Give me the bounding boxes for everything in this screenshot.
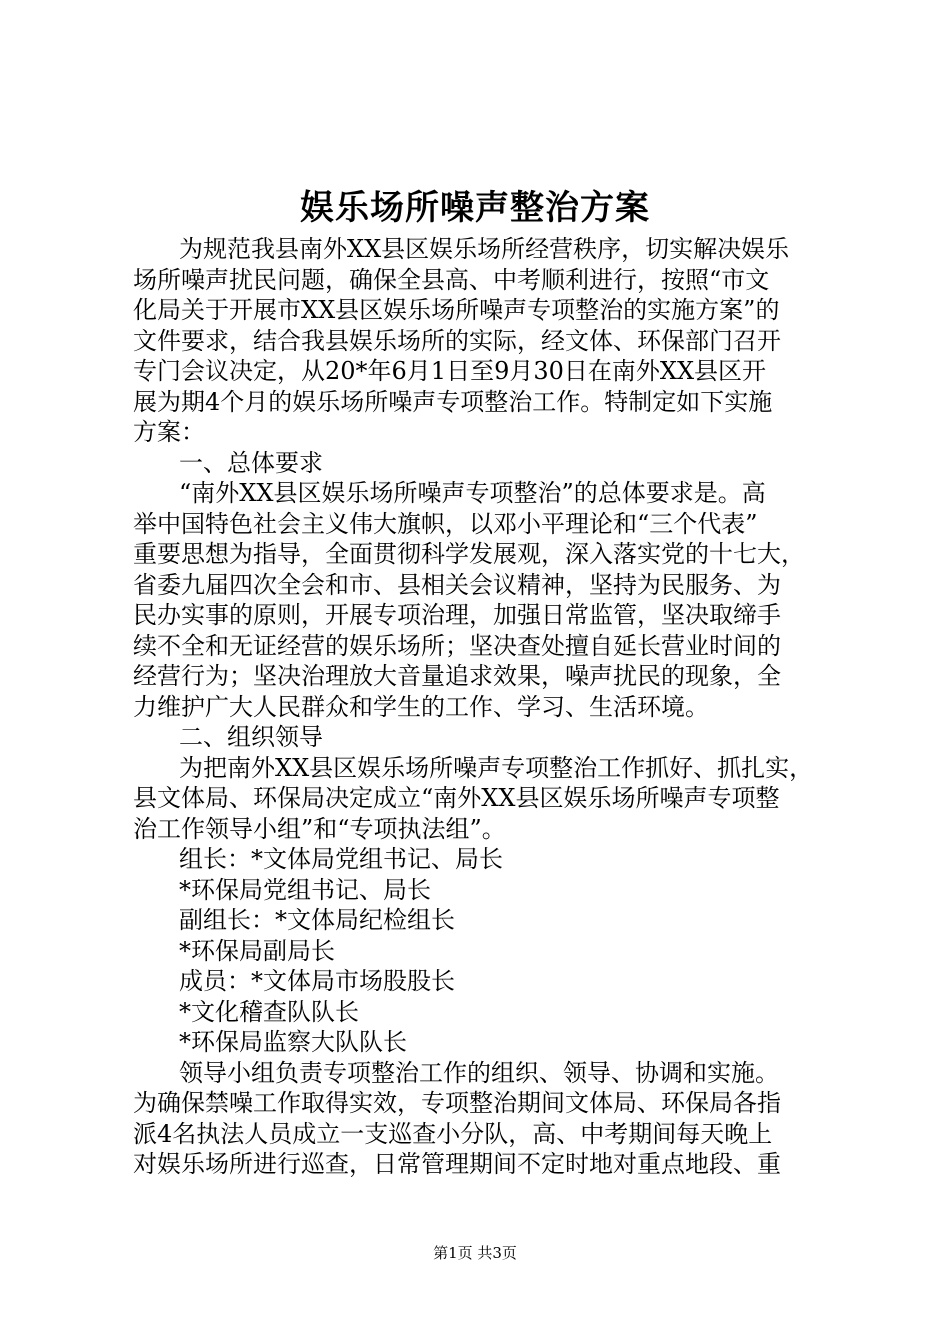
body-line: 展为期4个月的娱乐场所噪声专项整治工作。特制定如下实施 [133, 387, 773, 416]
body-line: 领导小组负责专项整治工作的组织、领导、协调和实施。 [179, 1058, 779, 1087]
body-line: 场所噪声扰民问题，确保全县高、中考顺利进行，按照“市文 [133, 265, 770, 294]
body-line: 派4名执法人员成立一支巡查小分队，高、中考期间每天晚上 [133, 1119, 773, 1148]
body-line: 专门会议决定，从20*年6月1日至9月30日在南外XX县区开 [133, 357, 767, 385]
body-line: “南外XX县区娱乐场所噪声专项整治”的总体要求是。高 [179, 479, 766, 507]
body-line: 为把南外XX县区娱乐场所噪声专项整治工作抓好、抓扎实， [179, 753, 814, 782]
body-line: 县文体局、环保局决定成立“南外XX县区娱乐场所噪声专项整 [133, 784, 780, 812]
body-line: 化局关于开展市XX县区娱乐场所噪声专项整治的实施方案”的 [133, 296, 780, 324]
body-line: 组长：*文体局党组书记、局长 [179, 845, 503, 873]
body-line: 对娱乐场所进行巡查，日常管理期间不定时地对重点地段、重 [133, 1150, 781, 1178]
body-line: 副组长：*文体局纪检组长 [179, 906, 455, 934]
body-line: 方案： [133, 418, 205, 446]
body-line: *环保局副局长 [179, 936, 335, 965]
body-line: 力维护广大人民群众和学生的工作、学习、生活环境。 [133, 692, 709, 721]
body-line: *环保局监察大队队长 [179, 1028, 407, 1056]
page-footer: 第1页 共3页 [433, 1244, 517, 1262]
body-line: 举中国特色社会主义伟大旗帜，以邓小平理论和“三个代表” [133, 509, 758, 538]
body-line: 成员：*文体局市场股股长 [179, 967, 455, 995]
body-line: 一、总体要求 [179, 448, 323, 477]
body-line: 经营行为；坚决治理放大音量追求效果，噪声扰民的现象，全 [133, 662, 781, 690]
body-line: 续不全和无证经营的娱乐场所；坚决查处擅自延长营业时间的 [133, 631, 781, 660]
body-line: *环保局党组书记、局长 [179, 875, 431, 904]
document-title: 娱乐场所噪声整治方案 [300, 188, 650, 228]
body-line: 为规范我县南外XX县区娱乐场所经营秩序，切实解决娱乐 [179, 235, 790, 263]
body-line: 治工作领导小组”和“专项执法组”。 [133, 814, 506, 843]
body-line: 省委九届四次全会和市、县相关会议精神，坚持为民服务、为 [133, 570, 781, 599]
body-line: 为确保禁噪工作取得实效，专项整治期间文体局、环保局各指 [133, 1089, 781, 1117]
document-body [133, 234, 833, 1180]
body-line: 二、组织领导 [179, 723, 323, 751]
body-line: 民办实事的原则，开展专项治理，加强日常监管，坚决取缔手 [133, 601, 781, 629]
body-line: 文件要求，结合我县娱乐场所的实际，经文体、环保部门召开 [133, 326, 781, 355]
body-line: *文化稽查队队长 [179, 997, 359, 1026]
body-line: 重要思想为指导，全面贯彻科学发展观，深入落实党的十七大， [133, 540, 805, 568]
